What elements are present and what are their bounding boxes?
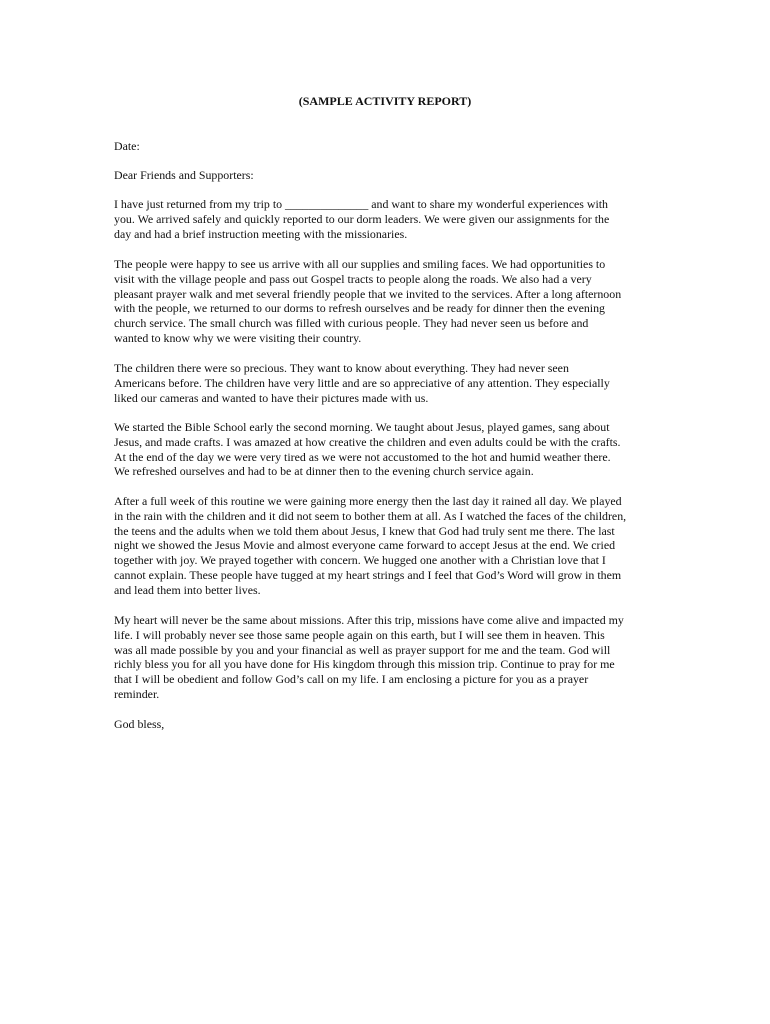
paragraph-line: Americans before. The children have very little and are so appreciative of any attention. They especially	[114, 375, 610, 390]
paragraph-line: you. We arrived safely and quickly reported to our dorm leaders. We were given our assignments for the	[114, 211, 610, 226]
closing: God bless,	[114, 717, 165, 731]
paragraph-line: day and had a brief instruction meeting with the missionaries.	[114, 226, 408, 241]
paragraph-line: My heart will never be the same about missions. After this trip, missions have come alive and impacted my	[114, 613, 624, 627]
paragraph-line: reminder.	[114, 686, 160, 701]
paragraph-line: liked our cameras and wanted to have their pictures made with us.	[114, 390, 429, 405]
paragraph-line: night we showed the Jesus Movie and almost everyone came forward to accept Jesus at the end. We cried	[114, 538, 616, 553]
paragraph-line: richly bless you for all you have done for His kingdom through this mission trip. Continue to pray for me	[114, 657, 615, 672]
paragraph-reflection	[114, 613, 670, 702]
paragraph-line: together with joy. We prayed together with concern. We hugged one another with a Christian love that I	[114, 553, 606, 568]
paragraph-line: wanted to know why we were visiting their country.	[114, 330, 362, 345]
paragraph-children	[114, 361, 670, 405]
paragraph-final-week	[114, 494, 670, 598]
paragraph-line: was all made possible by you and your financial as well as prayer support for me and the team. God will	[114, 642, 611, 657]
paragraph-line: the teens and the adults when we told them about Jesus, I knew that God had truly sent me there. The last	[114, 523, 615, 538]
paragraph-line: I have just returned from my trip to ______________ and want to share my wonderful experiences with	[114, 197, 609, 211]
salutation: Dear Friends and Supporters:	[114, 168, 254, 182]
paragraph-line: Jesus, and made crafts. I was amazed at how creative the children and even adults could be with the crafts.	[114, 434, 621, 449]
paragraph-line: that I will be obedient and follow God’s call on my life. I am enclosing a picture for you as a prayer	[114, 672, 589, 687]
paragraph-line: church service. The small church was filled with curious people. They had never seen us before and	[114, 316, 589, 331]
paragraph-line: We refreshed ourselves and had to be at dinner then to the evening church service again.	[114, 464, 534, 479]
paragraph-arrival	[114, 257, 670, 346]
paragraph-line: with the people, we returned to our dorms to refresh ourselves and be ready for dinner then the evening	[114, 301, 605, 316]
document-title: (SAMPLE ACTIVITY REPORT)	[298, 94, 472, 108]
date-label: Date:	[114, 139, 140, 153]
paragraph-line: The people were happy to see us arrive with all our supplies and smiling faces. We had opportunities to	[114, 257, 606, 271]
paragraph-line: in the rain with the children and it did not seem to bother them at all. As I watched the faces of the children,	[114, 508, 627, 523]
paragraph-line: After a full week of this routine we were gaining more energy then the last day it rained all day. We played	[114, 494, 622, 508]
paragraph-line: The children there were so precious. They want to know about everything. They had never seen	[114, 361, 569, 375]
paragraph-line: pleasant prayer walk and met several friendly people that we invited to the services. After a long afternoon	[114, 286, 622, 301]
paragraph-line: cannot explain. These people have tugged at my heart strings and I feel that God’s Word will grow in them	[114, 567, 622, 582]
paragraph-line: We started the Bible School early the second morning. We taught about Jesus, played games, sang about	[114, 420, 610, 434]
paragraph-bible-school	[114, 420, 670, 479]
paragraph-trip-intro	[114, 197, 670, 241]
paragraph-line: visit with the village people and pass out Gospel tracts to people along the roads. We also had a very	[114, 271, 592, 286]
paragraph-line: and lead them into better lives.	[114, 582, 261, 597]
paragraph-line: At the end of the day we were very tired as we were not accustomed to the hot and humid weather there.	[114, 449, 611, 464]
paragraph-line: life. I will probably never see those same people again on this earth, but I will see them in heaven. This	[114, 627, 605, 642]
